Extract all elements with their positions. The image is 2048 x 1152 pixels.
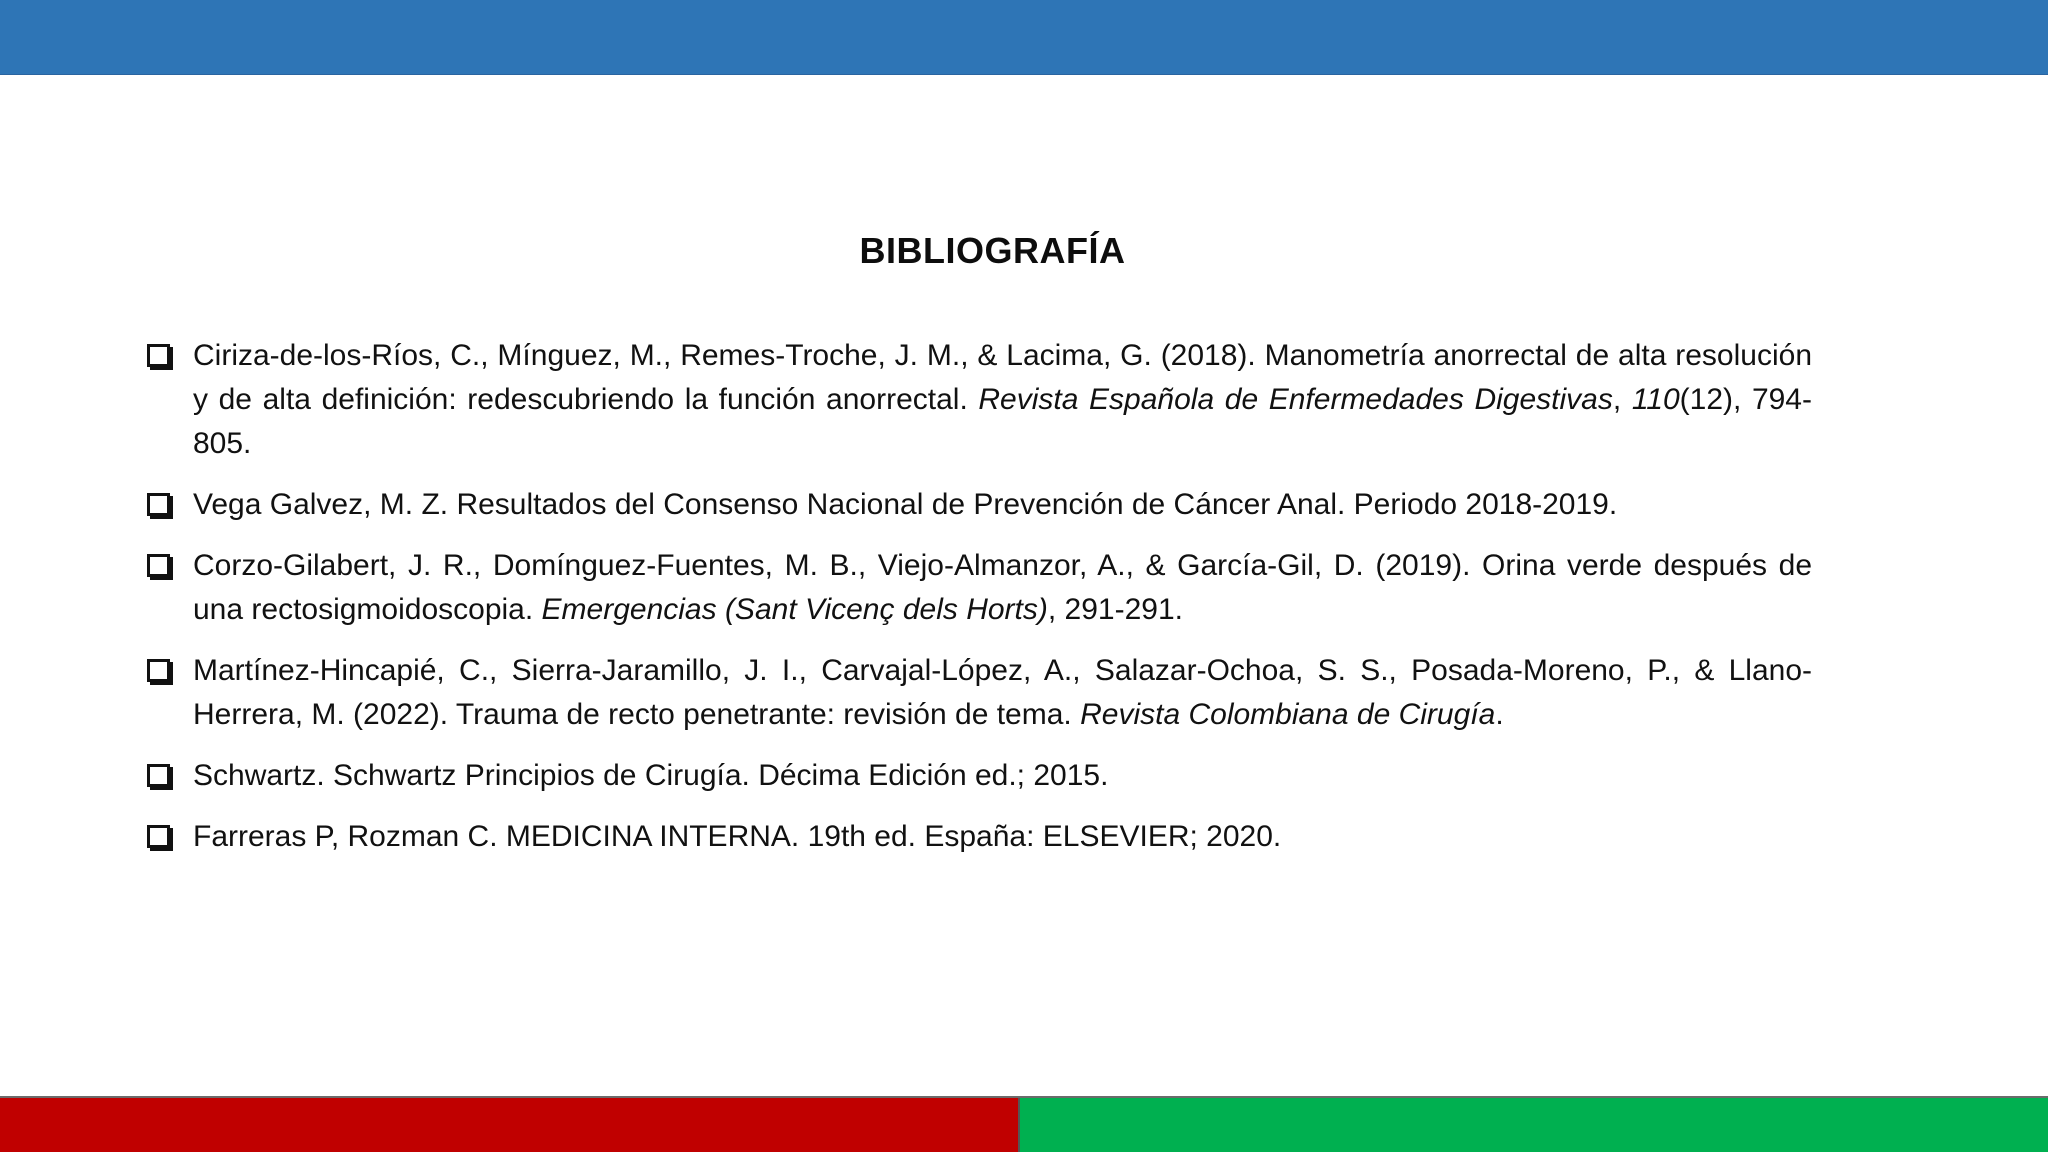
reference-item: [147, 544, 1812, 632]
reference-text: Vega Galvez, M. Z. Resultados del Consenso Nacional de Prevención de Cáncer Anal. Periodo 2018-2019.: [193, 488, 1618, 521]
reference-text: ,: [1612, 383, 1632, 416]
reference-text: .: [1495, 698, 1504, 731]
checkbox-bullet-icon: [147, 344, 170, 367]
checkbox-bullet-icon: [147, 493, 170, 516]
reference-text: Martínez-Hincapié, C., Sierra-Jaramillo, J. I., Carvajal-López, A., Salazar-Ochoa, S. S., Posada-Moreno, P., & Llano-Herrera, M. (2022). Trauma de recto penetrante: revisión de tema.: [193, 654, 1812, 731]
page-title: BIBLIOGRAFÍA: [859, 230, 1126, 272]
checkbox-bullet-icon: [147, 764, 170, 787]
reference-text: , 291-291.: [1047, 593, 1183, 626]
bottom-banner: [0, 1096, 2048, 1152]
bottom-banner-green-segment: [1020, 1098, 2048, 1152]
reference-item: [147, 483, 1812, 527]
reference-item: [147, 754, 1812, 798]
journal-name: Revista Colombiana de Cirugía: [1080, 698, 1496, 731]
reference-text: Corzo-Gilabert, J. R., Domínguez-Fuentes, M. B., Viejo-Almanzor, A., & García-Gil, D. (2019). Orina verde después de una rectosigmoidoscopia.: [193, 549, 1812, 626]
journal-name: Emergencias (Sant Vicenç dels Horts): [541, 593, 1048, 626]
reference-text: (12), 794-805.: [193, 383, 1812, 460]
reference-item: [147, 334, 1812, 466]
reference-text: Farreras P, Rozman C. MEDICINA INTERNA. 19th ed. España: ELSEVIER; 2020.: [193, 820, 1282, 853]
reference-text: Schwartz. Schwartz Principios de Cirugía. Décima Edición ed.; 2015.: [193, 759, 1109, 792]
bottom-banner-red-segment: [0, 1098, 1020, 1152]
checkbox-bullet-icon: [147, 554, 170, 577]
reference-list: [147, 334, 1812, 876]
checkbox-bullet-icon: [147, 825, 170, 848]
checkbox-bullet-icon: [147, 659, 170, 682]
reference-text: Ciriza-de-los-Ríos, C., Mínguez, M., Remes-Troche, J. M., & Lacima, G. (2018). Manometría anorrectal de alta resolución y de alta definición: redescubriendo la función anorrectal.: [193, 339, 1812, 416]
reference-item: [147, 649, 1812, 737]
top-banner: [0, 0, 2048, 75]
journal-name: Revista Española de Enfermedades Digestivas: [978, 383, 1613, 416]
reference-item: [147, 815, 1812, 859]
journal-volume: 110: [1631, 383, 1680, 416]
